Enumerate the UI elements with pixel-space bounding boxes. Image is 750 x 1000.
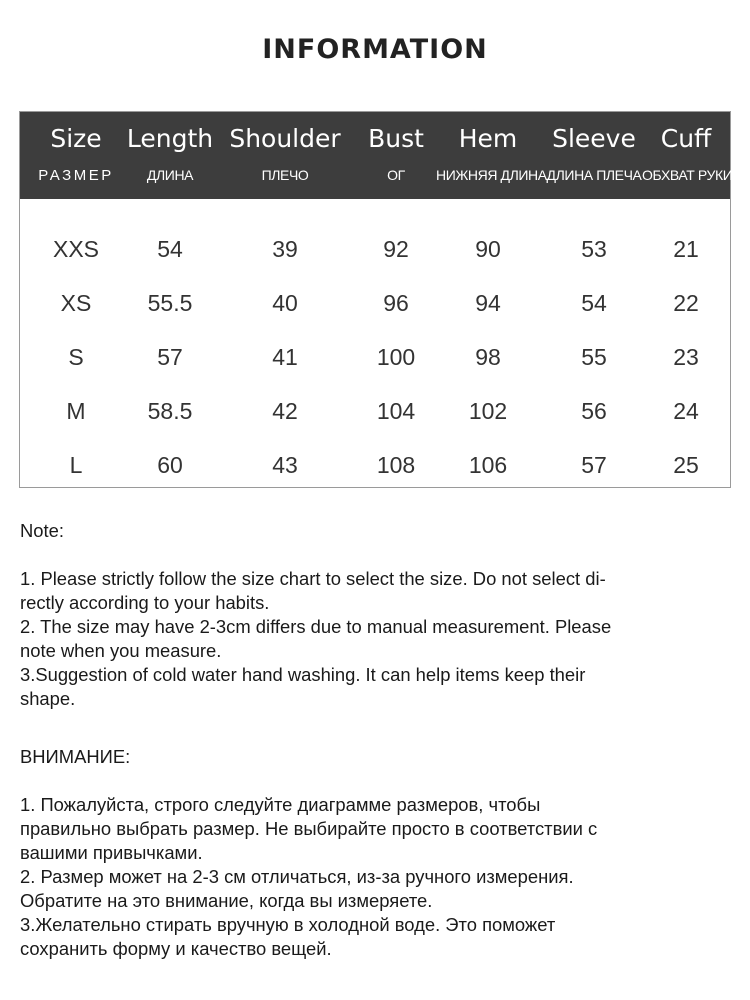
table-row [20,438,730,492]
size-table [19,111,731,488]
table-cell: 108 [376,452,416,478]
column-header-ru: ПЛЕЧО [261,167,309,183]
note-line: shape. [20,688,76,709]
column-header-en: Length [126,124,214,153]
table-cell: 54 [581,290,607,316]
table-cell: 39 [272,236,298,262]
table-cell: 60 [157,452,183,478]
column-header-en: Sleeve [552,124,636,153]
table-header [20,112,733,199]
table-cell: 92 [383,236,409,262]
note-line: Обратите на это внимание, когда вы измеряете. [20,890,433,911]
note-line: 1. Please strictly follow the size chart to select the size. Do not select di- [20,568,606,589]
table-cell: 94 [475,290,501,316]
note-line: 2. Размер может на 2-3 см отличаться, из-за ручного измерения. [20,866,574,887]
column-header-en: Cuff [660,124,712,153]
table-row [20,330,730,384]
table-cell: 21 [673,236,699,262]
table-cell: 102 [468,398,508,424]
column-header-length [116,112,224,199]
note-line: note when you measure. [20,640,222,661]
column-header-ru: РАЗМЕР [38,167,114,184]
note-line: 1. Пожалуйста, строго следуйте диаграмме размеров, чтобы [20,794,541,815]
table-cell: 53 [581,236,607,262]
table-cell: 98 [475,344,501,370]
note-line: 3.Желательно стирать вручную в холодной воде. Это поможет [20,914,556,935]
table-row [20,384,730,438]
note-line: сохранить форму и качество вещей. [20,938,332,959]
table-cell: 55.5 [147,290,193,316]
column-header-shoulder [224,112,346,199]
table-cell-size: XS [60,290,92,316]
note-line: вашими привычками. [20,842,203,863]
table-cell: 100 [376,344,416,370]
column-header-en: Size [50,124,102,153]
table-cell: 57 [157,344,183,370]
note-line: 2. The size may have 2-3cm differs due to manual measurement. Please [20,616,612,637]
table-cell: 22 [673,290,699,316]
column-header-ru: НИЖНЯЯ ДЛИНА [436,167,547,183]
column-header-ru: ОБХВАТ РУКИ [642,167,733,183]
table-cell: 55 [581,344,607,370]
column-header-ru: ДЛИНА ПЛЕЧА [546,167,642,183]
column-header-en: Hem [458,124,518,153]
table-cell: 43 [272,452,298,478]
column-header-en: Shoulder [229,124,341,153]
table-cell: 54 [157,236,183,262]
table-cell-size: L [69,452,83,478]
table-cell: 42 [272,398,298,424]
notes-section [20,519,732,961]
table-cell: 96 [383,290,409,316]
column-header-hem [436,112,547,199]
column-header-ru: ОГ [387,167,405,183]
table-cell: 90 [475,236,501,262]
table-cell-size: M [66,398,86,424]
table-cell: 23 [673,344,699,370]
table-cell: 41 [272,344,298,370]
notes-heading-ru: ВНИМАНИЕ: [20,746,131,767]
table-cell: 56 [581,398,607,424]
notes-heading-en: Note: [20,520,64,541]
table-cell-size: XXS [52,236,100,262]
note-line: правильно выбрать размер. Не выбирайте просто в соответствии с [20,818,598,839]
table-cell: 104 [376,398,416,424]
table-row [20,276,730,330]
table-row [20,222,730,276]
note-line: 3.Suggestion of cold water hand washing. It can help items keep their [20,664,586,685]
page-title: INFORMATION [262,34,488,65]
column-header-cuff [642,112,733,199]
column-header-sleeve [546,112,642,199]
table-cell: 24 [673,398,699,424]
note-line: rectly according to your habits. [20,592,270,613]
table-cell: 25 [673,452,699,478]
table-cell-size: S [68,344,84,370]
column-header-en: Bust [368,124,424,153]
table-cell: 106 [468,452,508,478]
column-header-ru: ДЛИНА [146,167,194,183]
table-cell: 40 [272,290,298,316]
table-cell: 57 [581,452,607,478]
table-cell: 58.5 [147,398,193,424]
column-header-bust [346,112,446,199]
